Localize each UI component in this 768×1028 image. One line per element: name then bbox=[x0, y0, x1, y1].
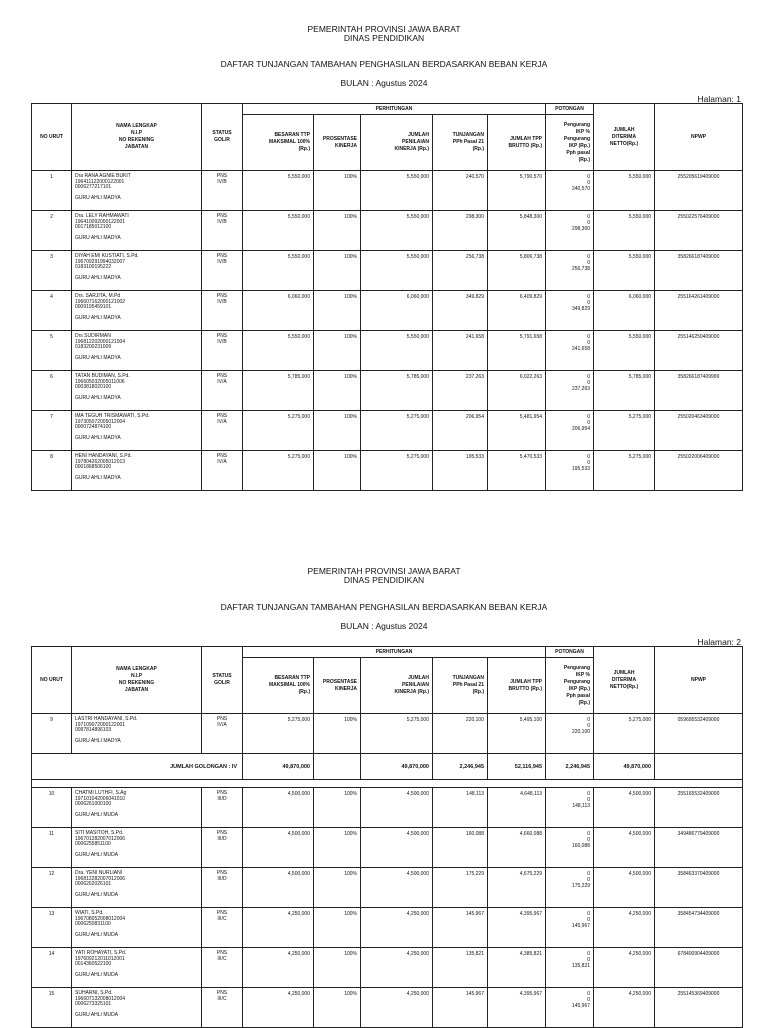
total-brutto: 52,116,945 bbox=[488, 754, 546, 780]
employee-identity bbox=[72, 451, 202, 491]
npwp-value: 349486779409000 bbox=[655, 828, 743, 868]
document-title: DAFTAR TUNJANGAN TAMBAHAN PENGHASILAN BERDASARKAN BEBAN KERJA bbox=[220, 602, 548, 612]
pph-value: 160,088 bbox=[433, 828, 488, 868]
jumlah-value: 4,250,000 bbox=[361, 948, 433, 988]
employee-row bbox=[32, 291, 743, 331]
netto-value: 5,550,000 bbox=[594, 251, 655, 291]
employee-row bbox=[32, 371, 743, 411]
employee-status: PNS III/D bbox=[202, 828, 243, 868]
gov-header-line2: DINAS PENDIDIKAN bbox=[343, 575, 425, 585]
employee-identity bbox=[72, 714, 202, 754]
potongan-values: 0 0 175,229 bbox=[546, 868, 594, 908]
netto-value: 5,550,000 bbox=[594, 211, 655, 251]
netto-value: 4,500,000 bbox=[594, 868, 655, 908]
jumlah-value: 5,275,000 bbox=[361, 714, 433, 754]
employee-status: PNS III/C bbox=[202, 988, 243, 1028]
allowance-table-page2 bbox=[31, 646, 743, 1028]
employee-jabatan: GURU AHLI MADYA bbox=[75, 274, 121, 281]
brutto-value: 5,470,533 bbox=[488, 451, 546, 491]
col-besaran: BESARAN TTP MAKSIMAL 100% (Rp.) bbox=[243, 115, 314, 171]
employee-name: CHATMI LUTHFI, S.Ag bbox=[75, 790, 127, 796]
besaran-value: 5,550,000 bbox=[243, 211, 314, 251]
col-potongan-detail: Pengurang IKP % Pengurang IKP (Rp.) Pph pasal (Rp.) bbox=[546, 658, 594, 714]
row-no: 7 bbox=[32, 411, 72, 451]
row-no: 1 bbox=[32, 171, 72, 211]
employee-jabatan: GURU AHLI MADYA bbox=[75, 737, 121, 744]
employee-identity bbox=[72, 948, 202, 988]
prosentase-value: 100% bbox=[314, 171, 361, 211]
employee-nip: 197109072000122001 bbox=[75, 721, 126, 728]
prosentase-value: 100% bbox=[314, 251, 361, 291]
employee-rekening: 0006261000100 bbox=[75, 801, 112, 808]
employee-jabatan: GURU AHLI MUDA bbox=[75, 891, 119, 898]
pph-value: 195,533 bbox=[433, 451, 488, 491]
employee-status: PNS IV/B bbox=[202, 291, 243, 331]
employee-jabatan: GURU AHLI MADYA bbox=[75, 434, 121, 441]
employee-rekening: 0183200231009 bbox=[75, 344, 112, 351]
row-no: 4 bbox=[32, 291, 72, 331]
pph-value: 135,821 bbox=[433, 948, 488, 988]
besaran-value: 4,500,000 bbox=[243, 788, 314, 828]
netto-value: 5,275,000 bbox=[594, 411, 655, 451]
employee-identity bbox=[72, 788, 202, 828]
npwp-value: 059695532409000 bbox=[655, 714, 743, 754]
employee-rekening: 0006255851100 bbox=[75, 841, 111, 848]
pph-value: 175,229 bbox=[433, 868, 488, 908]
col-status: STATUS GOL/R bbox=[202, 647, 243, 714]
row-no: 3 bbox=[32, 251, 72, 291]
jumlah-value: 5,275,000 bbox=[361, 411, 433, 451]
employee-status: PNS IV/B bbox=[202, 331, 243, 371]
netto-value: 4,250,000 bbox=[594, 988, 655, 1028]
besaran-value: 4,250,000 bbox=[243, 988, 314, 1028]
pph-value: 145,967 bbox=[433, 908, 488, 948]
employee-identity bbox=[72, 988, 202, 1028]
total-label: JUMLAH GOLONGAN : IV bbox=[32, 754, 243, 780]
besaran-value: 6,060,000 bbox=[243, 291, 314, 331]
employee-name: WIATI, S.Pd. bbox=[75, 910, 104, 916]
prosentase-value: 100% bbox=[314, 371, 361, 411]
prosentase-value: 100% bbox=[314, 908, 361, 948]
brutto-value: 6,022,263 bbox=[488, 371, 546, 411]
npwp-value: 255205619409000 bbox=[655, 171, 743, 211]
employee-nip: 196812202000121004 bbox=[75, 338, 126, 345]
employee-row bbox=[32, 868, 743, 908]
npwp-value: 255146250409000 bbox=[655, 331, 743, 371]
brutto-value: 4,648,113 bbox=[488, 788, 546, 828]
col-jumlah-tpp: JUMLAH TPP BRUTTO (Rp.) bbox=[488, 115, 546, 171]
employee-name: Drs. SARJITA, M.Pd bbox=[75, 293, 121, 299]
employee-row bbox=[32, 211, 743, 251]
employee-nip: 196701282007012006 bbox=[75, 835, 126, 842]
employee-row bbox=[32, 908, 743, 948]
jumlah-value: 5,550,000 bbox=[361, 251, 433, 291]
employee-status: PNS IV/B bbox=[202, 251, 243, 291]
employee-status: PNS IV/A bbox=[202, 451, 243, 491]
row-no: 11 bbox=[32, 828, 72, 868]
jumlah-value: 4,250,000 bbox=[361, 908, 433, 948]
jumlah-value: 5,550,000 bbox=[361, 211, 433, 251]
brutto-value: 4,385,821 bbox=[488, 948, 546, 988]
pph-value: 220,100 bbox=[433, 714, 488, 754]
employee-identity bbox=[72, 828, 202, 868]
besaran-value: 4,500,000 bbox=[243, 828, 314, 868]
jumlah-value: 5,785,000 bbox=[361, 371, 433, 411]
employee-rekening: 0009195459101 bbox=[75, 304, 112, 311]
document-title: DAFTAR TUNJANGAN TAMBAHAN PENGHASILAN BERDASARKAN BEBAN KERJA bbox=[220, 59, 548, 69]
employee-row bbox=[32, 714, 743, 754]
col-jumlah-penilaian: JUMLAH PENILAIAN KINERJA (Rp.) bbox=[361, 658, 433, 714]
employee-status: PNS IV/B bbox=[202, 171, 243, 211]
employee-jabatan: GURU AHLI MADYA bbox=[75, 194, 121, 201]
pph-value: 256,738 bbox=[433, 251, 488, 291]
npwp-value: 358266187409999 bbox=[655, 371, 743, 411]
potongan-values: 0 0 256,738 bbox=[546, 251, 594, 291]
npwp-value: 678400904409000 bbox=[655, 948, 743, 988]
total-golongan-row bbox=[32, 754, 743, 780]
brutto-value: 4,395,967 bbox=[488, 908, 546, 948]
employee-identity bbox=[72, 251, 202, 291]
netto-value: 4,500,000 bbox=[594, 828, 655, 868]
brutto-value: 4,660,088 bbox=[488, 828, 546, 868]
potongan-values: 0 0 195,533 bbox=[546, 451, 594, 491]
spacer-row bbox=[32, 780, 743, 788]
brutto-value: 5,791,658 bbox=[488, 331, 546, 371]
row-no: 9 bbox=[32, 714, 72, 754]
employee-row bbox=[32, 451, 743, 491]
col-prosentase: PROSENTASE KINERJA bbox=[314, 115, 361, 171]
employee-status: PNS III/C bbox=[202, 908, 243, 948]
employee-row bbox=[32, 411, 743, 451]
besaran-value: 5,275,000 bbox=[243, 714, 314, 754]
row-no: 8 bbox=[32, 451, 72, 491]
netto-value: 4,500,000 bbox=[594, 788, 655, 828]
jumlah-value: 5,275,000 bbox=[361, 451, 433, 491]
employee-name: Dra RANA AGNIE BUKIT bbox=[75, 173, 131, 179]
pph-value: 148,113 bbox=[433, 788, 488, 828]
brutto-value: 4,675,229 bbox=[488, 868, 546, 908]
employee-jabatan: GURU AHLI MADYA bbox=[75, 354, 121, 361]
potongan-values: 0 0 148,113 bbox=[546, 788, 594, 828]
employee-row bbox=[32, 988, 743, 1028]
gov-header-line1: PEMERINTAH PROVINSI JAWA BARAT bbox=[307, 24, 461, 34]
col-potongan-detail: Pengurang IKP % Pengurang IKP (Rp.) Pph pasal (Rp.) bbox=[546, 115, 594, 171]
prosentase-value: 100% bbox=[314, 828, 361, 868]
col-prosentase: PROSENTASE KINERJA bbox=[314, 658, 361, 714]
employee-identity bbox=[72, 908, 202, 948]
prosentase-value: 100% bbox=[314, 714, 361, 754]
netto-value: 5,785,000 bbox=[594, 371, 655, 411]
employee-rekening: 0006262026101 bbox=[75, 881, 112, 888]
employee-status: PNS IV/A bbox=[202, 714, 243, 754]
brutto-value: 5,481,954 bbox=[488, 411, 546, 451]
row-no: 12 bbox=[32, 868, 72, 908]
row-no: 2 bbox=[32, 211, 72, 251]
prosentase-value: 100% bbox=[314, 411, 361, 451]
employee-status: PNS IV/B bbox=[202, 211, 243, 251]
employee-jabatan: GURU AHLI MUDA bbox=[75, 931, 119, 938]
employee-rekening: 0014360522100 bbox=[75, 961, 112, 968]
employee-identity bbox=[72, 371, 202, 411]
prosentase-value: 100% bbox=[314, 948, 361, 988]
total-pph: 2,246,945 bbox=[433, 754, 488, 780]
netto-value: 5,550,000 bbox=[594, 171, 655, 211]
netto-value: 5,275,000 bbox=[594, 451, 655, 491]
total-potongan: 2,246,945 bbox=[546, 754, 594, 780]
prosentase-value: 100% bbox=[314, 788, 361, 828]
total-netto: 49,870,000 bbox=[594, 754, 655, 780]
employee-name: LASTRI HANDAYANI, S.Pd. bbox=[75, 716, 138, 722]
employee-rekening: 0097814896103 bbox=[75, 727, 112, 734]
brutto-value: 5,848,300 bbox=[488, 211, 546, 251]
employee-row bbox=[32, 788, 743, 828]
jumlah-value: 4,500,000 bbox=[361, 828, 433, 868]
gov-header-line2: DINAS PENDIDIKAN bbox=[343, 33, 425, 43]
employee-jabatan: GURU AHLI MADYA bbox=[75, 394, 121, 401]
employee-name: HENI HANDAYANI, S.Pd. bbox=[75, 453, 132, 459]
col-jumlah-tpp: JUMLAH TPP BRUTTO (Rp.) bbox=[488, 658, 546, 714]
col-npwp: NPWP bbox=[655, 104, 743, 171]
besaran-value: 5,550,000 bbox=[243, 171, 314, 211]
total-jumlah: 49,870,000 bbox=[361, 754, 433, 780]
pph-value: 206,954 bbox=[433, 411, 488, 451]
employee-row bbox=[32, 251, 743, 291]
brutto-value: 4,395,967 bbox=[488, 988, 546, 1028]
total-besaran: 49,870,000 bbox=[243, 754, 314, 780]
employee-name: IMA TEGUH TRISMAWATI, S.Pd. bbox=[75, 413, 150, 419]
jumlah-value: 4,500,000 bbox=[361, 868, 433, 908]
employee-name: TATAN BUDIMAN, S.Pd. bbox=[75, 373, 130, 379]
employee-status: PNS IV/A bbox=[202, 371, 243, 411]
besaran-value: 5,785,000 bbox=[243, 371, 314, 411]
jumlah-value: 5,550,000 bbox=[361, 171, 433, 211]
employee-nip: 196607162000121002 bbox=[75, 298, 126, 305]
employee-row bbox=[32, 828, 743, 868]
employee-rekening: 0017185012100 bbox=[75, 224, 112, 231]
employee-nip: 196812282007012006 bbox=[75, 875, 126, 882]
employee-status: PNS IV/A bbox=[202, 411, 243, 451]
period-label: BULAN : Agustus 2024 bbox=[340, 621, 428, 631]
employee-jabatan: GURU AHLI MUDA bbox=[75, 811, 119, 818]
employee-name: Dra. LELY RAHMAWATI bbox=[75, 213, 129, 219]
employee-nip: 196607132008012004 bbox=[75, 995, 126, 1002]
employee-jabatan: GURU AHLI MADYA bbox=[75, 314, 121, 321]
netto-value: 5,550,000 bbox=[594, 331, 655, 371]
employee-rekening: 0183100195222 bbox=[75, 264, 112, 271]
npwp-value: 255165532409000 bbox=[655, 788, 743, 828]
employee-rekening: 0001868506100 bbox=[75, 464, 112, 471]
potongan-values: 0 0 160,088 bbox=[546, 828, 594, 868]
employee-jabatan: GURU AHLI MUDA bbox=[75, 971, 119, 978]
besaran-value: 4,250,000 bbox=[243, 948, 314, 988]
besaran-value: 5,550,000 bbox=[243, 251, 314, 291]
jumlah-value: 6,060,000 bbox=[361, 291, 433, 331]
col-besaran: BESARAN TTP MAKSIMAL 100% (Rp.) bbox=[243, 658, 314, 714]
employee-name: Dra. YENI NURLIANI bbox=[75, 870, 123, 876]
col-no-urut: NO URUT bbox=[32, 647, 72, 714]
employee-identity bbox=[72, 171, 202, 211]
employee-name: SUHARNI, S.Pd. bbox=[75, 990, 113, 996]
col-nama: NAMA LENGKAP N.I.P NO REKENING JABATAN bbox=[72, 104, 202, 171]
col-jumlah-diterima: JUMLAH DITERIMA NETTO(Rp.) bbox=[594, 647, 655, 714]
employee-status: PNS III/D bbox=[202, 788, 243, 828]
prosentase-value: 100% bbox=[314, 331, 361, 371]
potongan-values: 0 0 237,263 bbox=[546, 371, 594, 411]
npwp-value: 358463370409000 bbox=[655, 868, 743, 908]
npwp-value: 358454734409000 bbox=[655, 908, 743, 948]
besaran-value: 5,275,000 bbox=[243, 451, 314, 491]
netto-value: 6,060,000 bbox=[594, 291, 655, 331]
npwp-value: 255022006409000 bbox=[655, 451, 743, 491]
netto-value: 5,275,000 bbox=[594, 714, 655, 754]
npwp-value: 358266187409000 bbox=[655, 251, 743, 291]
employee-row bbox=[32, 948, 743, 988]
employee-row bbox=[32, 331, 743, 371]
col-perhitungan: PERHITUNGAN bbox=[243, 104, 546, 115]
employee-identity bbox=[72, 868, 202, 908]
brutto-value: 5,806,738 bbox=[488, 251, 546, 291]
employee-nip: 197101042006041010 bbox=[75, 795, 126, 802]
prosentase-value: 100% bbox=[314, 211, 361, 251]
employee-nip: 197609212011012001 bbox=[75, 955, 125, 962]
employee-name: SITI MASITOH, S.Pd. bbox=[75, 830, 124, 836]
employee-rekening: 0006250831100 bbox=[75, 921, 111, 928]
employee-row bbox=[32, 171, 743, 211]
employee-identity bbox=[72, 411, 202, 451]
prosentase-value: 100% bbox=[314, 451, 361, 491]
besaran-value: 4,250,000 bbox=[243, 908, 314, 948]
col-potongan: POTONGAN bbox=[546, 104, 594, 115]
besaran-value: 5,275,000 bbox=[243, 411, 314, 451]
potongan-values: 0 0 298,300 bbox=[546, 211, 594, 251]
brutto-value: 5,495,100 bbox=[488, 714, 546, 754]
employee-jabatan: GURU AHLI MUDA bbox=[75, 1011, 119, 1018]
employee-rekening: 0006277217101 bbox=[75, 184, 112, 191]
employee-status: PNS III/C bbox=[202, 948, 243, 988]
jumlah-value: 4,250,000 bbox=[361, 988, 433, 1028]
employee-jabatan: GURU AHLI MUDA bbox=[75, 851, 119, 858]
netto-value: 4,250,000 bbox=[594, 908, 655, 948]
pph-value: 349,829 bbox=[433, 291, 488, 331]
employee-rekening: 0000724874100 bbox=[75, 424, 112, 431]
page-number: Halaman: 2 bbox=[697, 637, 741, 647]
col-jumlah-diterima: JUMLAH DITERIMA NETTO(Rp.) bbox=[594, 104, 655, 171]
employee-rekening: 0003818020100 bbox=[75, 384, 112, 391]
gov-header-line1: PEMERINTAH PROVINSI JAWA BARAT bbox=[307, 566, 461, 576]
jumlah-value: 5,550,000 bbox=[361, 331, 433, 371]
employee-identity bbox=[72, 211, 202, 251]
netto-value: 4,250,000 bbox=[594, 948, 655, 988]
row-no: 5 bbox=[32, 331, 72, 371]
pph-value: 298,300 bbox=[433, 211, 488, 251]
potongan-values: 0 0 145,967 bbox=[546, 988, 594, 1028]
jumlah-value: 4,500,000 bbox=[361, 788, 433, 828]
potongan-values: 0 0 220,100 bbox=[546, 714, 594, 754]
col-status: STATUS GOL/R bbox=[202, 104, 243, 171]
col-jumlah-penilaian: JUMLAH PENILAIAN KINERJA (Rp.) bbox=[361, 115, 433, 171]
col-tunjangan-pph: TUNJANGAN PPh Pasal 21 (Rp.) bbox=[433, 658, 488, 714]
employee-nip: 196708052008012004 bbox=[75, 915, 126, 922]
page-number: Halaman: 1 bbox=[697, 94, 741, 104]
row-no: 14 bbox=[32, 948, 72, 988]
employee-status: PNS III/D bbox=[202, 868, 243, 908]
employee-name: Drs SUDIRMAN bbox=[75, 333, 111, 339]
potongan-values: 0 0 135,821 bbox=[546, 948, 594, 988]
employee-identity bbox=[72, 291, 202, 331]
besaran-value: 4,500,000 bbox=[243, 868, 314, 908]
col-npwp: NPWP bbox=[655, 647, 743, 714]
employee-nip: 196709291994032007 bbox=[75, 258, 126, 265]
col-tunjangan-pph: TUNJANGAN PPh Pasal 21 (Rp.) bbox=[433, 115, 488, 171]
brutto-value: 5,790,570 bbox=[488, 171, 546, 211]
potongan-values: 0 0 145,967 bbox=[546, 908, 594, 948]
prosentase-value: 100% bbox=[314, 291, 361, 331]
pph-value: 241,658 bbox=[433, 331, 488, 371]
prosentase-value: 100% bbox=[314, 868, 361, 908]
employee-nip: 196411122000122001 bbox=[75, 178, 125, 185]
npwp-value: 255020463409000 bbox=[655, 411, 743, 451]
employee-name: DIYAH EMI KUSTIATI, S.Pd. bbox=[75, 253, 139, 259]
row-no: 6 bbox=[32, 371, 72, 411]
employee-nip: 197804262005012013 bbox=[75, 458, 126, 465]
potongan-values: 0 0 240,570 bbox=[546, 171, 594, 211]
employee-name: YATI ROHAYATI, S.Pd. bbox=[75, 950, 127, 956]
allowance-table-page1 bbox=[31, 103, 743, 491]
period-label: BULAN : Agustus 2024 bbox=[340, 78, 428, 88]
col-perhitungan: PERHITUNGAN bbox=[243, 647, 546, 658]
potongan-values: 0 0 349,829 bbox=[546, 291, 594, 331]
employee-rekening: 0006273325101 bbox=[75, 1001, 112, 1008]
pph-value: 240,570 bbox=[433, 171, 488, 211]
col-nama: NAMA LENGKAP N.I.P NO REKENING JABATAN bbox=[72, 647, 202, 714]
col-potongan: POTONGAN bbox=[546, 647, 594, 658]
npwp-value: 255145369409000 bbox=[655, 988, 743, 1028]
pph-value: 237,263 bbox=[433, 371, 488, 411]
col-no-urut: NO URUT bbox=[32, 104, 72, 171]
employee-jabatan: GURU AHLI MADYA bbox=[75, 234, 121, 241]
row-no: 13 bbox=[32, 908, 72, 948]
potongan-values: 0 0 206,954 bbox=[546, 411, 594, 451]
pph-value: 145,967 bbox=[433, 988, 488, 1028]
employee-nip: 196605032005011006 bbox=[75, 378, 125, 385]
employee-identity bbox=[72, 331, 202, 371]
employee-nip: 197305072005012004 bbox=[75, 418, 126, 425]
employee-nip: 196410092000122001 bbox=[75, 218, 126, 225]
row-no: 10 bbox=[32, 788, 72, 828]
brutto-value: 6,409,829 bbox=[488, 291, 546, 331]
row-no: 15 bbox=[32, 988, 72, 1028]
prosentase-value: 100% bbox=[314, 988, 361, 1028]
potongan-values: 0 0 241,658 bbox=[546, 331, 594, 371]
employee-jabatan: GURU AHLI MADYA bbox=[75, 474, 121, 481]
npwp-value: 255164261409000 bbox=[655, 291, 743, 331]
besaran-value: 5,550,000 bbox=[243, 331, 314, 371]
npwp-value: 255022576409000 bbox=[655, 211, 743, 251]
